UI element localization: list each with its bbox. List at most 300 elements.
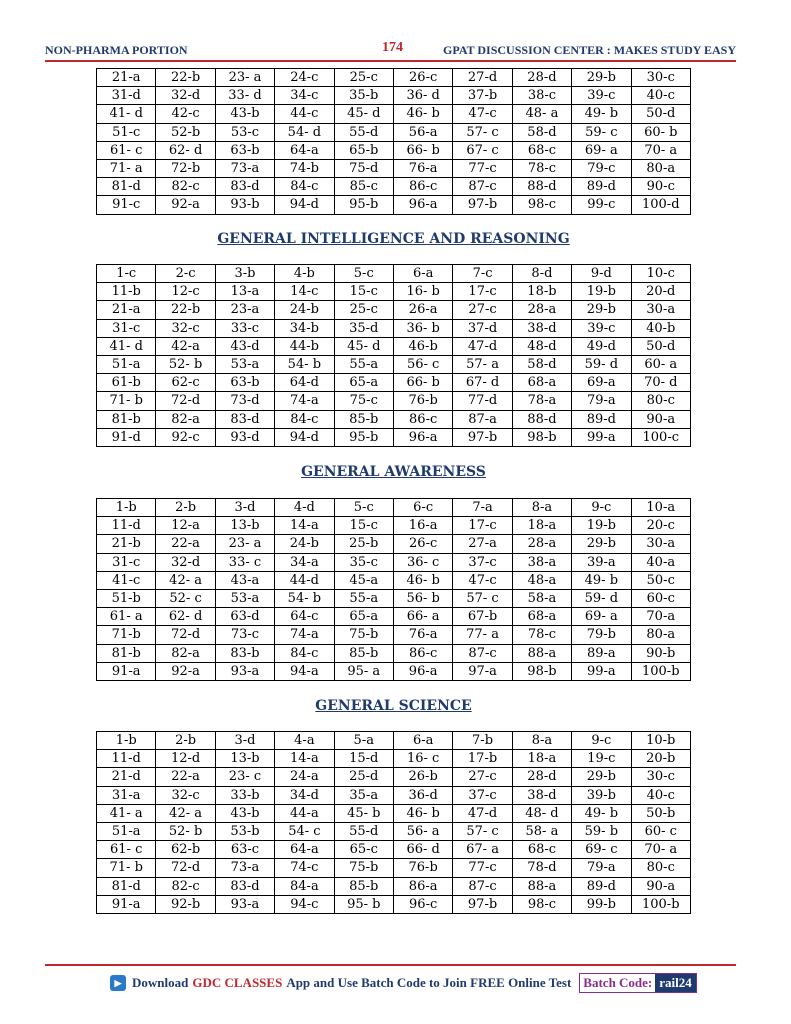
answer-cell: 42-a [156,337,215,355]
answer-cell: 34-b [275,319,334,337]
answer-cell: 46- b [393,105,452,123]
header-left: NON-PHARMA PORTION [45,43,188,57]
table-row [97,732,691,750]
answer-cell: 18-b [512,283,571,301]
table-row [97,499,691,517]
answer-cell: 86-c [393,178,452,196]
answer-cell: 66- b [393,141,452,159]
table-row [97,571,691,589]
answer-cell: 12-c [156,283,215,301]
section-title-reasoning [96,231,691,247]
answer-cell: 52- b [156,355,215,373]
answer-cell: 14-a [275,517,334,535]
answer-cell: 86-c [393,644,452,662]
answer-cell: 79-a [572,859,631,877]
page-header [45,40,736,61]
answer-cell: 80-c [631,859,690,877]
answer-cell: 68-a [512,374,571,392]
table-row [97,535,691,553]
answer-cell: 27-c [453,768,512,786]
footer-rule [45,964,736,966]
table-row [97,428,691,446]
answer-cell: 51-b [97,589,156,607]
answer-cell: 99-b [572,895,631,913]
answer-cell: 69- c [572,841,631,859]
answer-cell: 51-a [97,355,156,373]
answer-cell: 62- d [156,141,215,159]
answer-cell: 31-d [97,87,156,105]
answer-cell: 37-c [453,553,512,571]
answer-cell: 72-d [156,859,215,877]
answer-cell: 17-c [453,283,512,301]
answer-cell: 96-a [393,428,452,446]
answer-cell: 43-d [215,337,274,355]
answer-cell: 65-a [334,374,393,392]
answer-cell: 13-b [215,750,274,768]
answer-cell: 75-b [334,859,393,877]
table-row [97,750,691,768]
answer-cell: 96-a [393,662,452,680]
app-icon: ▶ [110,975,126,991]
answer-cell: 82-a [156,644,215,662]
answer-cell: 48- d [512,804,571,822]
answer-cell: 53-a [215,589,274,607]
answer-cell: 36-d [393,786,452,804]
answer-cell: 86-c [393,410,452,428]
answer-cell: 84-c [275,410,334,428]
answer-cell: 57- a [453,355,512,373]
table-row [97,196,691,214]
answer-cell: 77-c [453,859,512,877]
answer-cell: 73-a [215,859,274,877]
answer-cell: 37-c [453,786,512,804]
answer-cell: 87-a [453,410,512,428]
answer-cell: 62- d [156,608,215,626]
answer-cell: 13-a [215,283,274,301]
answer-cell: 19-b [572,517,631,535]
batch-code-label: Batch Code: [580,974,655,992]
answer-cell: 74-b [275,159,334,177]
answer-cell: 54- b [275,589,334,607]
answer-cell: 35-a [334,786,393,804]
answer-cell: 83-b [215,644,274,662]
answer-cell: 43-b [215,105,274,123]
answer-cell: 96-c [393,895,452,913]
answer-cell: 85-b [334,644,393,662]
answer-table-science [96,731,691,914]
table-row [97,517,691,535]
answer-cell: 46-b [393,337,452,355]
answer-cell: 63-d [215,608,274,626]
answer-cell: 68-c [512,141,571,159]
table-row [97,178,691,196]
answer-cell: 36- b [393,319,452,337]
answer-cell: 28-a [512,301,571,319]
answer-cell: 64-a [275,841,334,859]
table-row [97,355,691,373]
answer-cell: 77-d [453,392,512,410]
answer-cell: 45- b [334,804,393,822]
answer-cell: 46- b [393,804,452,822]
answer-cell: 78-c [512,159,571,177]
footer-brand: GDC CLASSES [192,975,283,990]
answer-cell: 5-c [334,265,393,283]
answer-cell: 57- c [453,822,512,840]
answer-cell: 29-b [572,69,631,87]
answer-cell: 70- a [631,841,690,859]
answer-cell: 32-c [156,786,215,804]
answer-cell: 15-d [334,750,393,768]
answer-cell: 78-d [512,859,571,877]
table-row [97,319,691,337]
answer-cell: 92-a [156,196,215,214]
answer-cell: 95- a [334,662,393,680]
answer-cell: 49-d [572,337,631,355]
answer-cell: 16-a [393,517,452,535]
answer-cell: 71- b [97,859,156,877]
answer-cell: 16- b [393,283,452,301]
answer-cell: 74-a [275,626,334,644]
answer-cell: 80-a [631,626,690,644]
answer-cell: 97-b [453,196,512,214]
answer-cell: 76-b [393,859,452,877]
answer-cell: 89-a [572,644,631,662]
header-rule [45,60,736,62]
answer-cell: 40-c [631,87,690,105]
answer-cell: 67- d [453,374,512,392]
answer-cell: 39-c [572,87,631,105]
answer-cell: 57- c [453,589,512,607]
answer-cell: 76-a [393,159,452,177]
answer-cell: 31-c [97,553,156,571]
answer-cell: 6-c [393,499,452,517]
answer-cell: 15-c [334,517,393,535]
answer-cell: 60-c [631,589,690,607]
answer-cell: 39-a [572,553,631,571]
answer-cell: 33- d [215,87,274,105]
answer-cell: 77-c [453,159,512,177]
answer-cell: 38-d [512,319,571,337]
answer-cell: 19-b [572,283,631,301]
answer-cell: 80-c [631,392,690,410]
answer-cell: 59- d [572,355,631,373]
answer-cell: 41-c [97,571,156,589]
answer-cell: 49- b [572,105,631,123]
section-title-text: GENERAL AWARENESS [301,464,486,480]
answer-cell: 35-d [334,319,393,337]
table-row [97,804,691,822]
answer-cell: 83-d [215,877,274,895]
answer-cell: 23- a [215,69,274,87]
answer-cell: 9-d [572,265,631,283]
answer-cell: 29-b [572,301,631,319]
answer-cell: 73-d [215,392,274,410]
answer-cell: 45- d [334,105,393,123]
answer-cell: 33-b [215,786,274,804]
answer-cell: 69-a [572,374,631,392]
answer-cell: 85-c [334,178,393,196]
answer-cell: 63-b [215,141,274,159]
answer-cell: 49- b [572,804,631,822]
answer-cell: 88-a [512,877,571,895]
answer-cell: 89-d [572,178,631,196]
answer-cell: 97-b [453,895,512,913]
answer-cell: 38-d [512,786,571,804]
answer-cell: 84-c [275,178,334,196]
answer-cell: 50-d [631,105,690,123]
footer-suffix: App and Use Batch Code to Join FREE Online Test [286,975,572,990]
answer-cell: 84-c [275,644,334,662]
answer-cell: 47-d [453,337,512,355]
answer-cell: 34-c [275,87,334,105]
answer-cell: 65-b [334,141,393,159]
answer-cell: 51-a [97,822,156,840]
answer-cell: 72-d [156,626,215,644]
answer-cell: 5-a [334,732,393,750]
answer-cell: 71- a [97,159,156,177]
answer-cell: 18-a [512,517,571,535]
answer-cell: 73-c [215,626,274,644]
answer-cell: 87-c [453,644,512,662]
answer-cell: 87-c [453,877,512,895]
answer-cell: 72-d [156,392,215,410]
answer-cell: 45- d [334,337,393,355]
answer-cell: 58-a [512,589,571,607]
answer-cell: 6-a [393,732,452,750]
answer-cell: 92-b [156,895,215,913]
table-row [97,159,691,177]
answer-cell: 95-b [334,428,393,446]
answer-cell: 25-c [334,69,393,87]
answer-cell: 70-a [631,608,690,626]
answer-cell: 62-b [156,841,215,859]
answer-cell: 95-b [334,196,393,214]
answer-cell: 76-a [393,626,452,644]
answer-cell: 84-a [275,877,334,895]
answer-cell: 51-c [97,123,156,141]
answer-cell: 93-a [215,895,274,913]
answer-cell: 92-c [156,428,215,446]
answer-cell: 23- a [215,535,274,553]
answer-cell: 90-a [631,410,690,428]
table-row [97,841,691,859]
answer-cell: 7-c [453,265,512,283]
answer-cell: 34-a [275,553,334,571]
answer-cell: 41- a [97,804,156,822]
answer-cell: 9-c [572,499,631,517]
answer-cell: 80-a [631,159,690,177]
answer-cell: 100-b [631,895,690,913]
answer-cell: 61- a [97,608,156,626]
answer-cell: 52- b [156,822,215,840]
answer-cell: 40-c [631,786,690,804]
table-row [97,141,691,159]
table-row [97,822,691,840]
answer-cell: 36- c [393,553,452,571]
answer-cell: 13-b [215,517,274,535]
answer-cell: 26-b [393,768,452,786]
answer-cell: 23-a [215,301,274,319]
answer-cell: 79-c [572,159,631,177]
answer-cell: 76-b [393,392,452,410]
answer-cell: 17-c [453,517,512,535]
answer-cell: 30-c [631,69,690,87]
answer-cell: 32-d [156,87,215,105]
answer-cell: 96-a [393,196,452,214]
answer-cell: 22-b [156,301,215,319]
answer-table-awareness [96,498,691,681]
answer-cell: 18-a [512,750,571,768]
table-row [97,589,691,607]
answer-cell: 44-b [275,337,334,355]
answer-cell: 73-a [215,159,274,177]
answer-cell: 3-d [215,732,274,750]
table-row [97,662,691,680]
answer-cell: 58-d [512,123,571,141]
answer-cell: 14-c [275,283,334,301]
answer-cell: 67-b [453,608,512,626]
answer-cell: 44-a [275,804,334,822]
answer-cell: 59- c [572,123,631,141]
answer-cell: 54- c [275,822,334,840]
answer-cell: 37-b [453,87,512,105]
answer-cell: 75-d [334,159,393,177]
answer-cell: 47-c [453,571,512,589]
answer-cell: 88-d [512,178,571,196]
table-row [97,768,691,786]
answer-cell: 22-a [156,768,215,786]
answer-cell: 5-c [334,499,393,517]
table-row [97,553,691,571]
table-row [97,374,691,392]
table-row [97,301,691,319]
answer-cell: 26-c [393,69,452,87]
table-row [97,105,691,123]
answer-cell: 67- c [453,141,512,159]
answer-cell: 46- b [393,571,452,589]
section-title-awareness [96,464,691,480]
answer-cell: 98-c [512,196,571,214]
answer-cell: 12-a [156,517,215,535]
answer-cell: 27-d [453,69,512,87]
answer-cell: 30-a [631,301,690,319]
answer-cell: 21-b [97,535,156,553]
answer-cell: 35-c [334,553,393,571]
answer-cell: 81-b [97,644,156,662]
answer-cell: 100-c [631,428,690,446]
answer-cell: 2-b [156,499,215,517]
answer-cell: 4-b [275,265,334,283]
answer-cell: 30-a [631,535,690,553]
answer-cell: 2-c [156,265,215,283]
answer-cell: 4-a [275,732,334,750]
answer-cell: 3-d [215,499,274,517]
answer-cell: 24-b [275,535,334,553]
answer-cell: 49- b [572,571,631,589]
answer-cell: 20-c [631,517,690,535]
table-row [97,123,691,141]
answer-cell: 21-d [97,768,156,786]
answer-cell: 8-d [512,265,571,283]
answer-cell: 55-a [334,589,393,607]
answer-cell: 55-d [334,822,393,840]
answer-cell: 14-a [275,750,334,768]
answer-cell: 90-a [631,877,690,895]
answer-cell: 30-c [631,768,690,786]
answer-cell: 24-c [275,69,334,87]
answer-cell: 33- c [215,553,274,571]
answer-cell: 94-d [275,428,334,446]
answer-cell: 63-c [215,841,274,859]
answer-cell: 12-d [156,750,215,768]
answer-cell: 7-b [453,732,512,750]
table-row [97,410,691,428]
answer-cell: 11-d [97,750,156,768]
answer-cell: 90-b [631,644,690,662]
answer-cell: 42- a [156,804,215,822]
answer-cell: 54- b [275,355,334,373]
answer-cell: 3-b [215,265,274,283]
table-row [97,877,691,895]
answer-cell: 41- d [97,337,156,355]
answer-cell: 25-c [334,301,393,319]
table-row [97,337,691,355]
answer-cell: 29-b [572,768,631,786]
answer-cell: 82-c [156,178,215,196]
answer-table-continued [96,68,691,215]
answer-cell: 39-c [572,319,631,337]
answer-cell: 65-c [334,841,393,859]
answer-cell: 16- c [393,750,452,768]
answer-cell: 91-a [97,662,156,680]
answer-cell: 71-b [97,626,156,644]
answer-cell: 40-b [631,319,690,337]
answer-cell: 20-b [631,750,690,768]
answer-cell: 6-a [393,265,452,283]
answer-cell: 21-a [97,69,156,87]
answer-cell: 22-b [156,69,215,87]
answer-cell: 23- c [215,768,274,786]
answer-cell: 42- a [156,571,215,589]
answer-cell: 75-c [334,392,393,410]
answer-cell: 10-b [631,732,690,750]
answer-cell: 28-d [512,768,571,786]
answer-cell: 62-c [156,374,215,392]
answer-cell: 28-a [512,535,571,553]
answer-cell: 44-d [275,571,334,589]
answer-cell: 35-b [334,87,393,105]
answer-cell: 7-a [453,499,512,517]
answer-cell: 66- b [393,374,452,392]
answer-cell: 4-d [275,499,334,517]
answer-cell: 71- b [97,392,156,410]
answer-cell: 38-a [512,553,571,571]
answer-cell: 24-b [275,301,334,319]
table-row [97,895,691,913]
answer-cell: 81-b [97,410,156,428]
answer-cell: 32-d [156,553,215,571]
answer-cell: 78-c [512,626,571,644]
answer-cell: 85-b [334,410,393,428]
answer-cell: 1-b [97,732,156,750]
answer-cell: 61- c [97,841,156,859]
answer-cell: 65-a [334,608,393,626]
answer-cell: 54- d [275,123,334,141]
answer-cell: 64-c [275,608,334,626]
answer-cell: 24-a [275,768,334,786]
answer-cell: 29-b [572,535,631,553]
answer-cell: 44-c [275,105,334,123]
